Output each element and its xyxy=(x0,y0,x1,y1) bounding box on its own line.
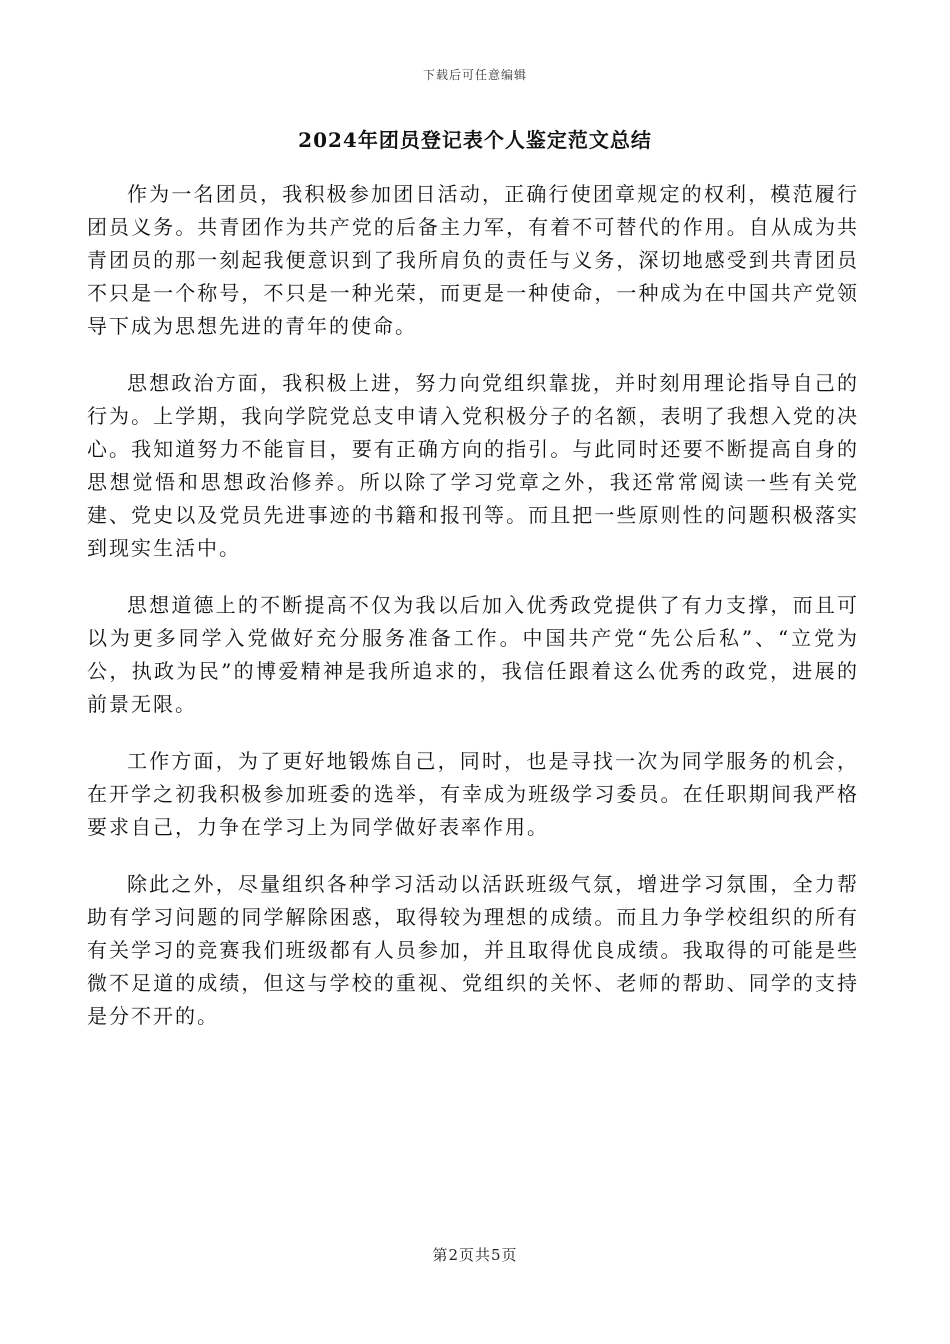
page-indicator: 第2页共5页 xyxy=(432,1246,518,1264)
paragraph-2: 思想政治方面，我积极上进，努力向党组织靠拢，并时刻用理论指导自己的行为。上学期，我向学院党总支申请入党积极分子的名额，表明了我想入党的决心。我知道努力不能盲目，要有正确方向的指引。与此同时还要不断提高自身的思想觉悟和思想政治修养。所以除了学习党章之外，我还常常阅读一些有关党建、党史以及党员先进事迹的书籍和报刊等。而且把一些原则性的问题积极落实到现实生活中。 xyxy=(87,371,859,560)
paragraph-4: 工作方面，为了更好地锻炼自己，同时，也是寻找一次为同学服务的机会，在开学之初我积极参加班委的选举，有幸成为班级学习委员。在任职期间我严格要求自己，力争在学习上为同学做好表率作用。 xyxy=(87,749,859,839)
document-body xyxy=(87,178,859,1057)
paragraph-5: 除此之外，尽量组织各种学习活动以活跃班级气氛，增进学习氛围，全力帮助有学习问题的同学解除困惑，取得较为理想的成绩。而且力争学校组织的所有有关学习的竞赛我们班级都有人员参加，并且取得优良成绩。我取得的可能是些微不足道的成绩，但这与学校的重视、党组织的关怀、老师的帮助、同学的支持是分不开的。 xyxy=(87,872,859,1028)
header-note: 下载后可任意编辑 xyxy=(422,68,527,82)
paragraph-1: 作为一名团员，我积极参加团日活动，正确行使团章规定的权利，模范履行团员义务。共青团作为共产党的后备主力军，有着不可替代的作用。自从成为共青团员的那一刻起我便意识到了我所肩负的责任与义务，深切地感受到共青团员不只是一个称号，不只是一种光荣，而更是一种使命，一种成为在中国共产党领导下成为思想先进的青年的使命。 xyxy=(87,182,859,338)
paragraph-3: 思想道德上的不断提高不仅为我以后加入优秀政党提供了有力支撑，而且可以为更多同学入党做好充分服务准备工作。中国共产党“先公后私”、“立党为公，执政为民”的博爱精神是我所追求的，我信任跟着这么优秀的政党，进展的前景无限。 xyxy=(87,593,859,716)
document-title: 2024年团员登记表个人鉴定范文总结 xyxy=(298,128,652,152)
